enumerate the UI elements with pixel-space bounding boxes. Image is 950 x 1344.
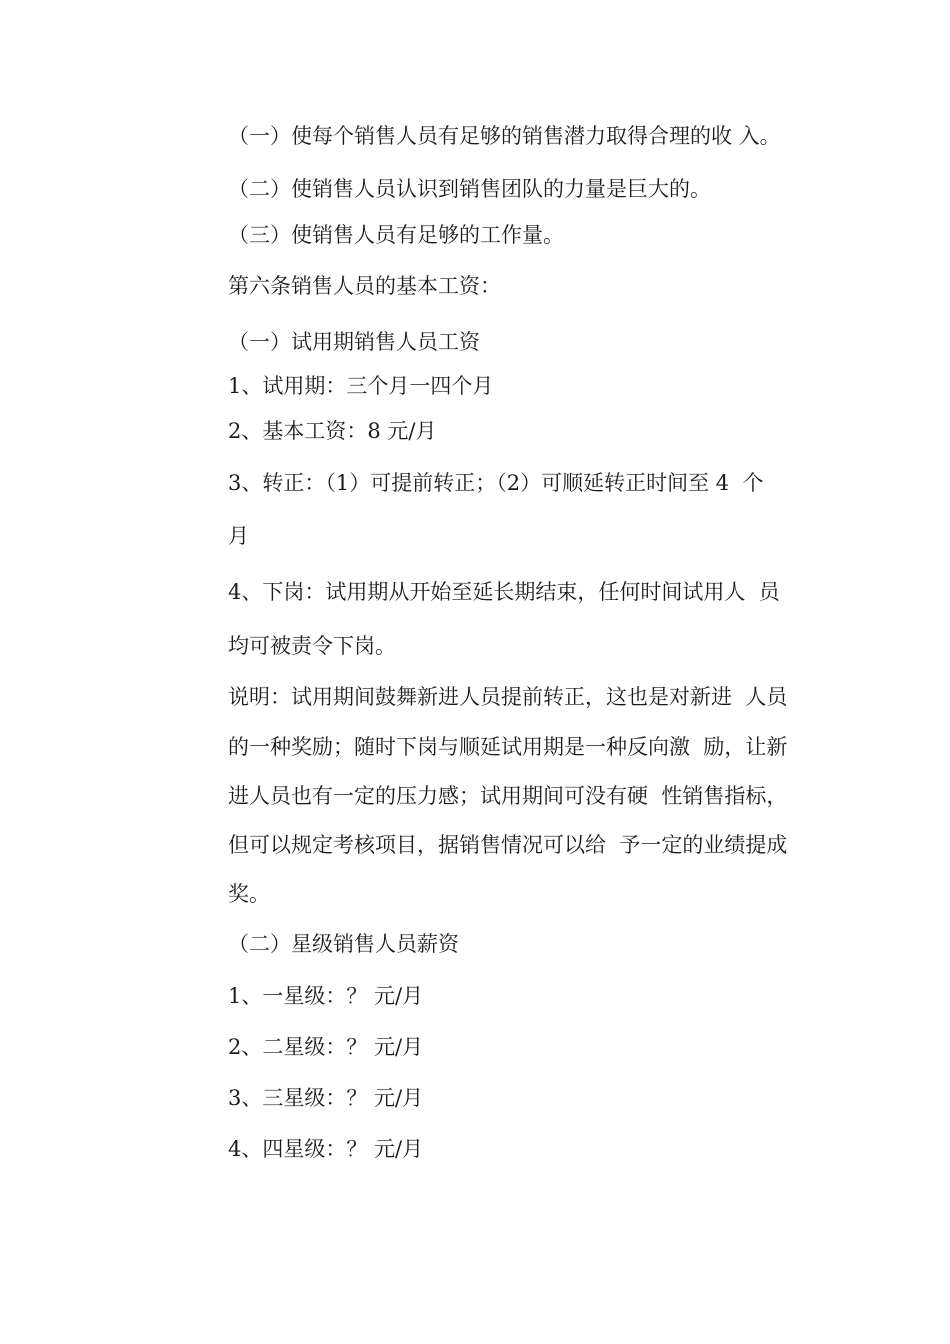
text-line: 3、三星级：？ 元/月 [228, 1086, 424, 1110]
text-line: 的一种奖励；随时下岗与顺延试用期是一种反向激 励，让新 [228, 735, 788, 759]
text-line: 3、转正：（1）可提前转正；（2）可顺延转正时间至 4 个 [228, 471, 764, 495]
text-line: 进人员也有一定的压力感；试用期间可没有硬 性销售指标， [228, 784, 788, 808]
text-line: 4、四星级：？ 元/月 [228, 1137, 424, 1161]
subsection-heading: （一）试用期销售人员工资 [228, 330, 480, 354]
text-line: 但可以规定考核项目，据销售情况可以给 予一定的业绩提成 [228, 833, 788, 857]
text-line: 4、下岗：试用期从开始至延长期结束，任何时间试用人 员 [228, 580, 780, 604]
text-line: 2、基本工资：8 元/月 [228, 419, 437, 443]
text-line: （三）使销售人员有足够的工作量。 [228, 223, 564, 247]
text-line: 1、试用期：三个月一四个月 [228, 374, 494, 398]
text-line: 2、二星级：？ 元/月 [228, 1035, 424, 1059]
text-line: （二）使销售人员认识到销售团队的力量是巨大的。 [228, 177, 711, 201]
subsection-heading: （二）星级销售人员薪资 [228, 932, 459, 956]
text-line: 说明：试用期间鼓舞新进人员提前转正，这也是对新进 人员 [228, 685, 788, 709]
text-line: 均可被责令下岗。 [228, 634, 396, 658]
section-heading: 第六条销售人员的基本工资： [228, 274, 501, 298]
text-line: 月 [228, 524, 249, 548]
text-line: （一）使每个销售人员有足够的销售潜力取得合理的收 入。 [228, 124, 781, 148]
text-line: 1、一星级：？ 元/月 [228, 984, 424, 1008]
text-line: 奖。 [228, 882, 270, 906]
